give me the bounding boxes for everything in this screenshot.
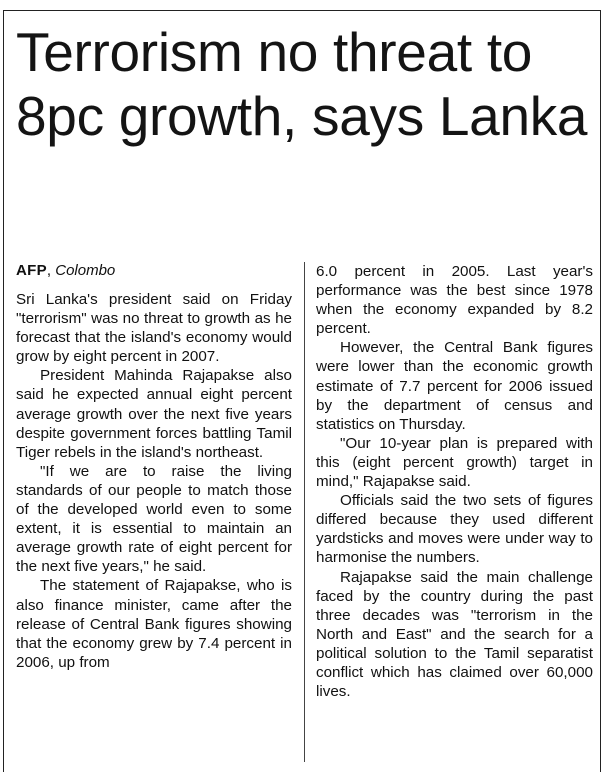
paragraph: However, the Central Bank figures were lower than the economic growth estimate of 7.7 percent for 2006 issued by the department of census and statistics on Thursday. [316,339,593,433]
headline: Terrorism no threat to 8pc growth, says Lanka [16,21,588,147]
byline-separator: , [46,262,52,279]
paragraph: President Mahinda Rajapakse also said he expected annual eight percent average growth over the next five years despite government forces battling Tamil Tiger rebels in the island's northeast. [16,367,292,461]
paragraph: "Our 10-year plan is prepared with this (eight percent growth) target in mind," Rajapakse said. [316,434,593,491]
paragraph: "If we are to raise the living standards of our people to match those of the developed world even to some extent, it is essential to maintain an average growth rate of eight percent for the next five years," he said. [16,462,292,576]
byline-location: Colombo [55,262,116,279]
paragraph: Sri Lanka's president said on Friday "terrorism" was no threat to growth as he forecast that the island's economy would grow by eight percent in 2007. [16,291,292,366]
article-column-right [316,262,593,701]
paragraph: Rajapakse said the main challenge faced by the country during the past three decades was "terrorism in the North and East" and the search for a political solution to the Tamil separatist conflict which has claimed over 60,000 lives. [316,568,593,701]
paragraph: The statement of Rajapakse, who is also finance minister, came after the release of Central Bank figures showing that the economy grew by 7.4 percent in 2006, up from [16,577,292,671]
paragraph: 6.0 percent in 2005. Last year's performance was the best since 1978 when the economy expanded by 8.2 percent. [316,263,593,338]
paragraph: Officials said the two sets of figures differed because they used different yardsticks and moves were under way to harmonise the numbers. [316,492,593,567]
byline [16,262,292,280]
article-column-left [16,262,292,672]
byline-agency: AFP [16,262,47,279]
column-divider [304,262,305,762]
